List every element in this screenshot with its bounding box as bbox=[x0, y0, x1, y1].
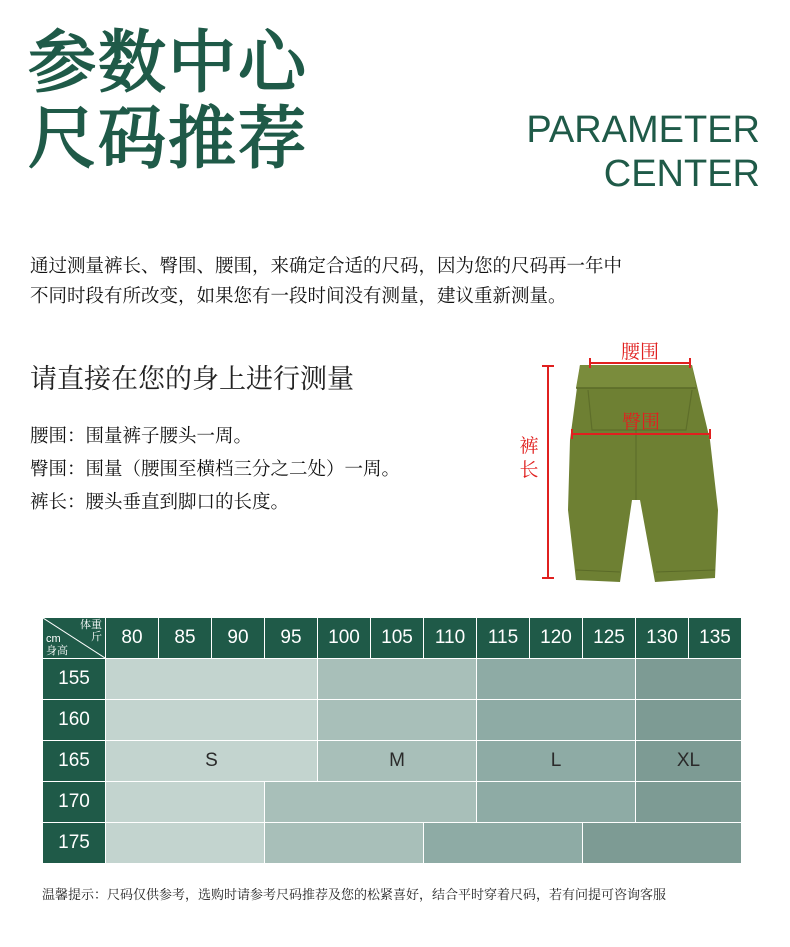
shorts-diagram bbox=[510, 330, 770, 590]
intro-text bbox=[30, 252, 775, 312]
table-corner bbox=[43, 618, 106, 659]
size-cell-m bbox=[265, 782, 477, 823]
weight-header: 135 bbox=[689, 618, 742, 659]
weight-header: 120 bbox=[530, 618, 583, 659]
weight-header: 95 bbox=[265, 618, 318, 659]
size-cell-xl bbox=[636, 700, 742, 741]
size-cell-m bbox=[318, 659, 477, 700]
height-label: 165 bbox=[43, 741, 106, 782]
size-cell-xl bbox=[636, 782, 742, 823]
intro-line-1: 通过测量裤长、臀围、腰围，来确定合适的尺码，因为您的尺码再一年中 bbox=[30, 256, 623, 277]
size-cell-l bbox=[477, 782, 636, 823]
corner-height-unit: cm bbox=[46, 633, 61, 645]
weight-header: 80 bbox=[106, 618, 159, 659]
length-label-1: 裤 bbox=[519, 435, 539, 457]
size-cell-l bbox=[424, 823, 583, 864]
measure-hip: 臀围：围量（腰围至横档三分之二处）一周。 bbox=[30, 459, 401, 480]
hip-label: 臀围 bbox=[621, 411, 661, 433]
size-cell-l: L bbox=[477, 741, 636, 782]
size-cell-m bbox=[318, 700, 477, 741]
table-header-row bbox=[43, 618, 742, 659]
title-en-line-2: CENTER bbox=[603, 153, 760, 195]
title-en-line-1: PARAMETER bbox=[526, 109, 760, 151]
table-row bbox=[43, 823, 742, 864]
weight-header: 125 bbox=[583, 618, 636, 659]
title-line-1: 参数中心 bbox=[28, 24, 309, 103]
title-line-2: 尺码推荐 bbox=[28, 100, 309, 179]
length-label-2: 长 bbox=[519, 459, 539, 481]
measure-length: 裤长：腰头垂直到脚口的长度。 bbox=[30, 492, 290, 513]
corner-height-label: 身高 bbox=[46, 645, 68, 657]
waist-label: 腰围 bbox=[620, 341, 660, 363]
size-table bbox=[42, 617, 742, 864]
table-row bbox=[43, 782, 742, 823]
page-title-cn bbox=[28, 26, 308, 178]
size-cell-l bbox=[477, 700, 636, 741]
height-label: 175 bbox=[43, 823, 106, 864]
measure-waist: 腰围：围量裤子腰头一周。 bbox=[30, 426, 253, 447]
size-cell-s bbox=[106, 823, 265, 864]
corner-weight-unit: 斤 bbox=[91, 631, 102, 643]
measure-heading: 请直接在您的身上进行测量 bbox=[30, 364, 354, 395]
weight-header: 100 bbox=[318, 618, 371, 659]
size-cell-m bbox=[265, 823, 424, 864]
shorts-illustration bbox=[568, 365, 718, 582]
weight-header: 110 bbox=[424, 618, 477, 659]
height-label: 160 bbox=[43, 700, 106, 741]
measure-list bbox=[30, 420, 400, 519]
table-row bbox=[43, 700, 742, 741]
table-row bbox=[43, 741, 742, 782]
size-cell-xl: XL bbox=[636, 741, 742, 782]
size-cell-xl bbox=[636, 659, 742, 700]
page-title-en bbox=[526, 108, 760, 196]
height-label: 155 bbox=[43, 659, 106, 700]
corner-weight-label: 体重 bbox=[80, 619, 102, 631]
size-cell-xl bbox=[583, 823, 742, 864]
weight-header: 85 bbox=[159, 618, 212, 659]
size-cell-s bbox=[106, 782, 265, 823]
footer-note: 温馨提示：尺码仅供参考，选购时请参考尺码推荐及您的松紧喜好，结合平时穿着尺码，若有问提可咨询客服 bbox=[42, 888, 667, 903]
size-cell-s bbox=[106, 659, 318, 700]
weight-header: 115 bbox=[477, 618, 530, 659]
table-row bbox=[43, 659, 742, 700]
size-cell-s bbox=[106, 700, 318, 741]
height-label: 170 bbox=[43, 782, 106, 823]
size-cell-l bbox=[477, 659, 636, 700]
intro-line-2: 不同时段有所改变，如果您有一段时间没有测量，建议重新测量。 bbox=[30, 286, 567, 307]
weight-header: 90 bbox=[212, 618, 265, 659]
size-cell-s: S bbox=[106, 741, 318, 782]
weight-header: 130 bbox=[636, 618, 689, 659]
size-cell-m: M bbox=[318, 741, 477, 782]
weight-header: 105 bbox=[371, 618, 424, 659]
